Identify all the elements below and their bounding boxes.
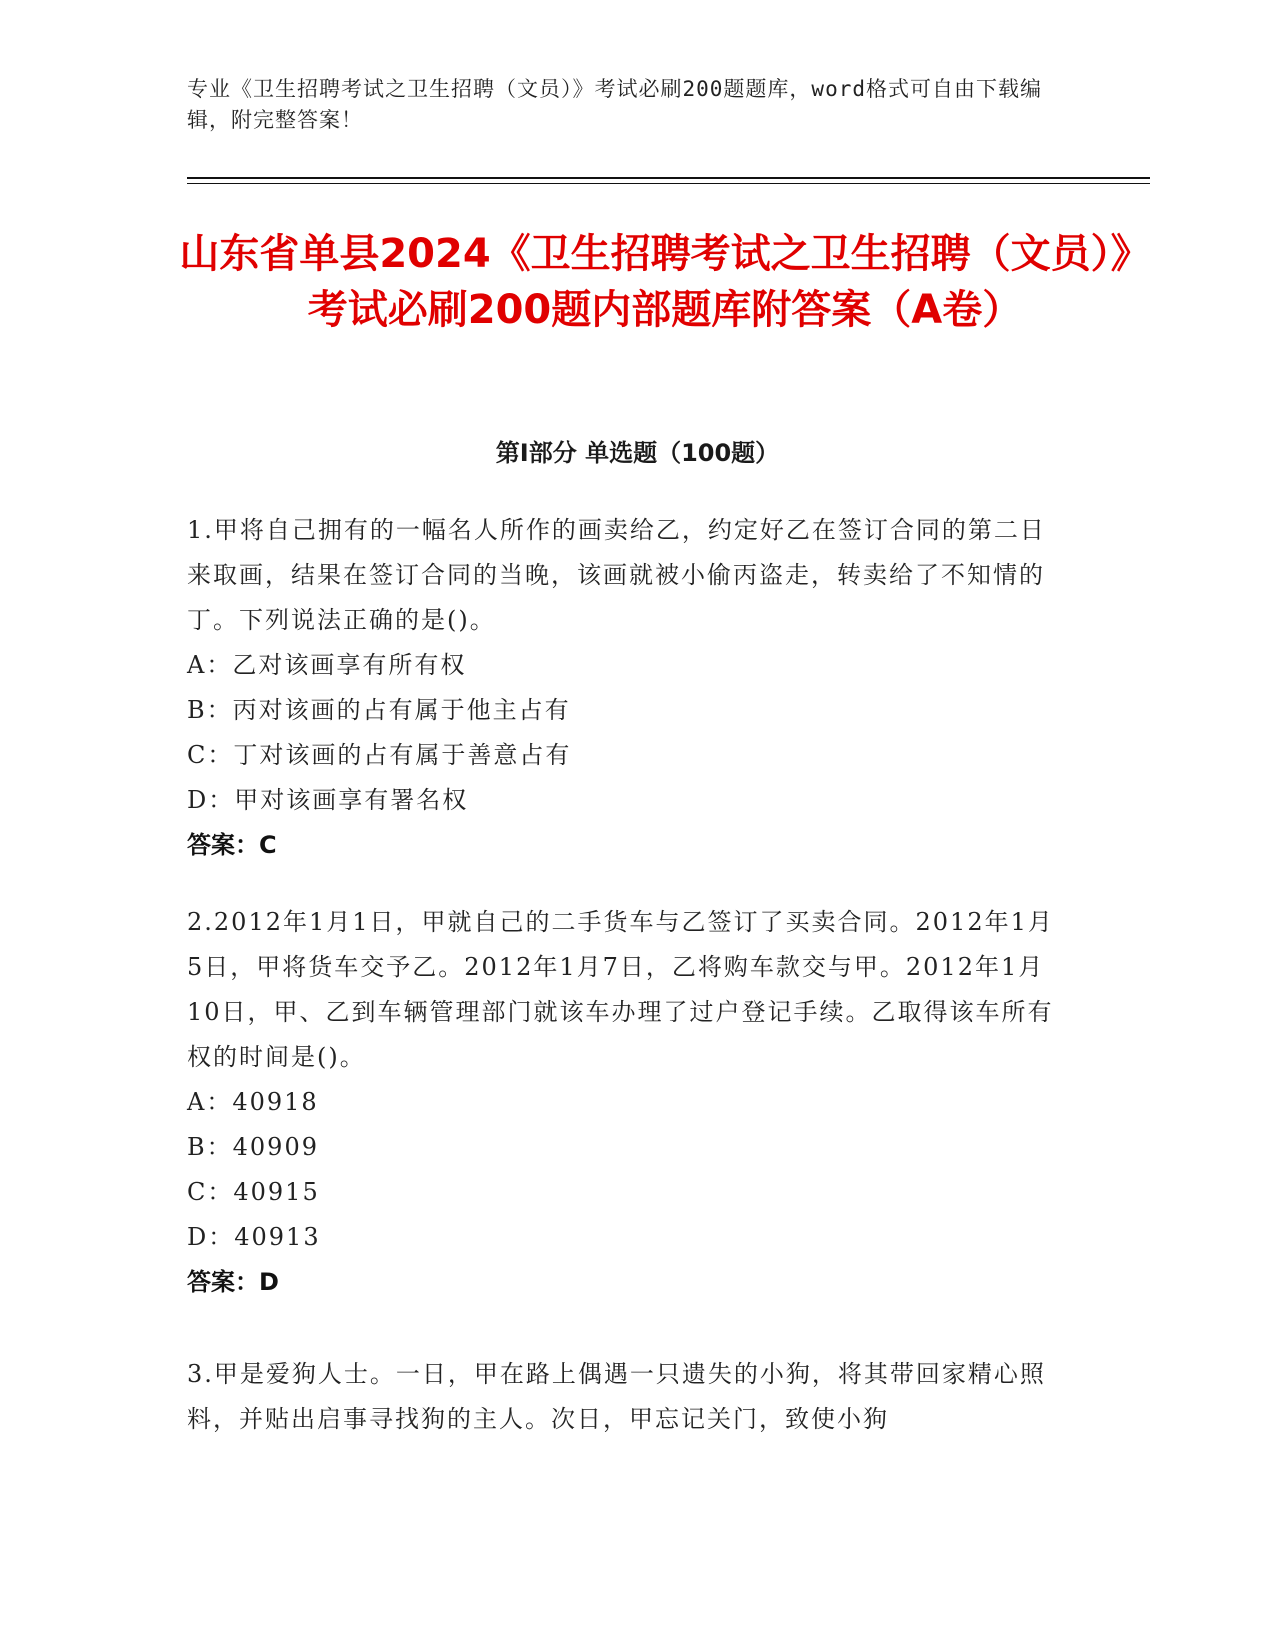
option-d: D：40913 (187, 1223, 321, 1251)
question-stem: 3.甲是爱狗人士。一日，甲在路上偶遇一只遗失的小狗，将其带回家精心照料，并贴出启事寻找狗的主人。次日，甲忘记关门，致使小狗 (187, 1360, 1046, 1433)
question-stem: 2.2012年1月1日，甲就自己的二手货车与乙签订了买卖合同。2012年1月5日，甲将货车交予乙。2012年1月7日，乙将购车款交与甲。2012年1月10日，甲、乙到车辆管理部门就该车办理了过户登记手续。乙取得该车所有权的时间是()。 (187, 908, 1054, 1071)
option-b: B：40909 (187, 1133, 319, 1161)
option-c: C：丁对该画的占有属于善意占有 (187, 741, 572, 769)
option-a: A：40918 (187, 1088, 319, 1116)
question-stem: 1.甲将自己拥有的一幅名人所作的画卖给乙，约定好乙在签订合同的第二日来取画，结果在签订合同的当晚，该画就被小偷丙盗走，转卖给了不知情的丁。下列说法正确的是()。 (187, 516, 1046, 634)
option-d: D：甲对该画享有署名权 (187, 786, 469, 814)
answer: 答案：C (187, 831, 277, 859)
question-2 (187, 900, 1067, 1305)
answer: 答案：D (187, 1268, 279, 1296)
header-divider-thin (187, 183, 1150, 184)
option-c: C：40915 (187, 1178, 320, 1206)
header-note: 专业《卫生招聘考试之卫生招聘（文员）》考试必刷200题题库，word格式可自由下载编辑，附完整答案！ (187, 77, 1042, 132)
question-1 (187, 508, 1067, 868)
option-b: B：丙对该画的占有属于他主占有 (187, 696, 571, 724)
question-3 (187, 1352, 1067, 1442)
option-a: A：乙对该画享有所有权 (187, 651, 467, 679)
section-heading: 第I部分 单选题（100题） (495, 439, 780, 467)
document-title: 山东省单县2024《卫生招聘考试之卫生招聘（文员）》考试必刷200题内部题库附答案（A卷） (179, 231, 1151, 333)
header-divider-thick (187, 177, 1150, 179)
